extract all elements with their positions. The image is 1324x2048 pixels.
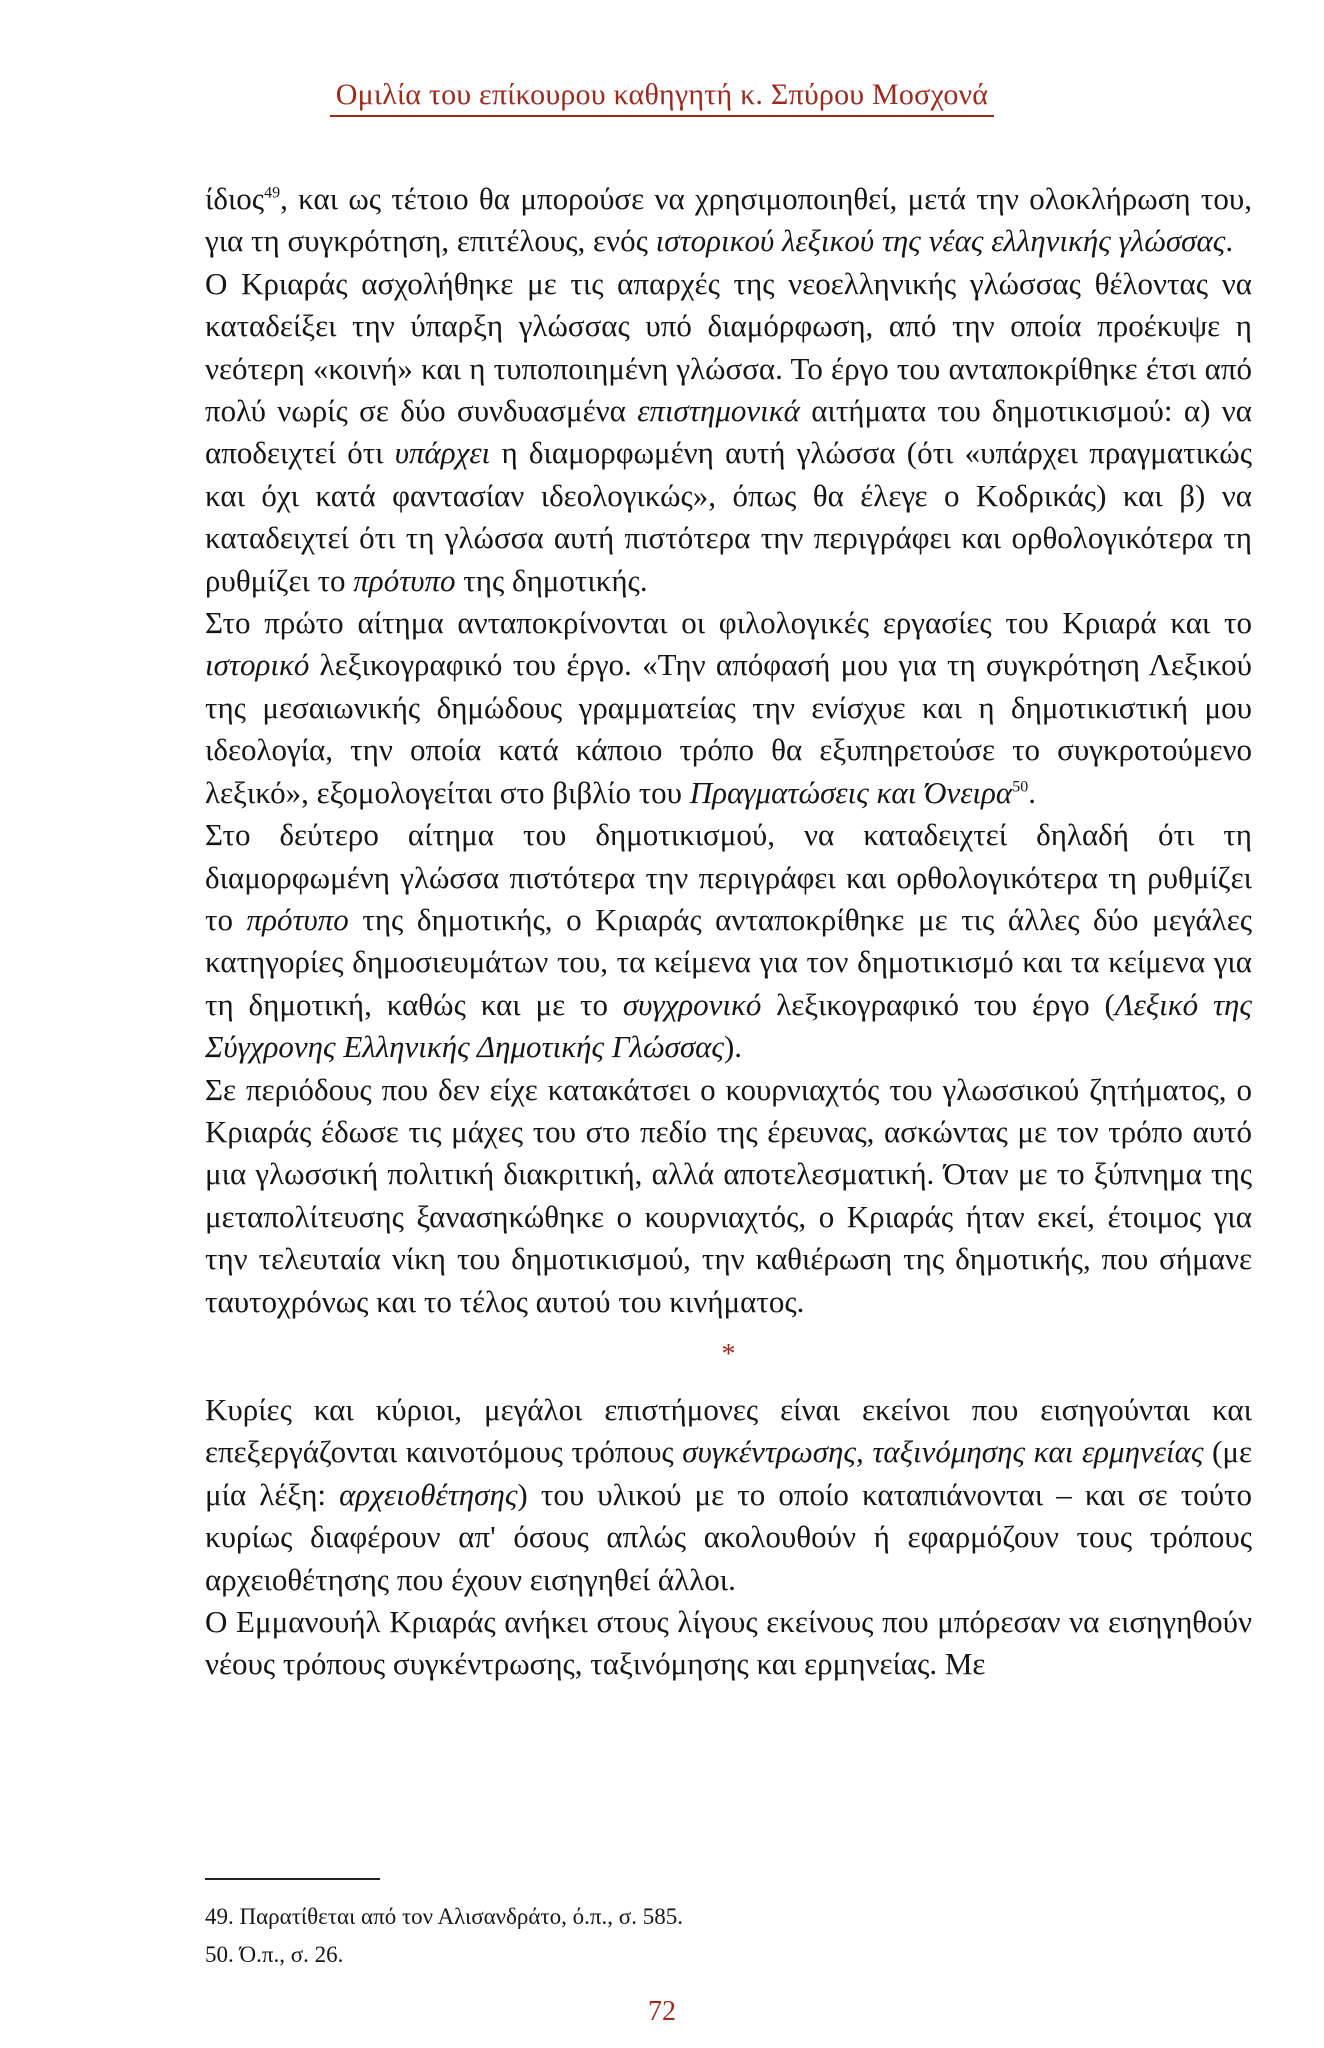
- italic-run: αρχειοθέτησης: [339, 1476, 518, 1512]
- paragraphs-before-separator: [205, 178, 1252, 1323]
- closing-paragraph-2: [205, 1601, 1252, 1686]
- text-run: .: [1028, 774, 1036, 810]
- italic-run: συγχρονικό: [622, 986, 762, 1022]
- text-run: .: [1225, 223, 1234, 259]
- text-run: ίδιος: [205, 181, 265, 216]
- italic-run: συγκέντρωσης, ταξινόμησης και ερμηνείας: [682, 1434, 1204, 1470]
- body-paragraph-5: [205, 1069, 1252, 1323]
- text-run: Κυρίες και κύριοι, μεγάλοι επιστήμονες είναι εκείνοι που εισηγούνται και επεξεργάζονται καινοτόμους τρόπους: [205, 1391, 1252, 1470]
- text-run: ) του υλικού με το οποίο καταπιάνονται – και σε τούτο κυρίως διαφέρουν απ' όσους απλώς ακολουθούν ή εφαρμόζουν τους τρόπους αρχειοθέτησης που έχουν εισηγηθεί άλλοι.: [205, 1476, 1252, 1597]
- text-run: Ο Εμμανουήλ Κριαράς ανήκει στους λίγους εκείνους που μπόρεσαν να εισηγηθούν νέους τρόπους συγκέντρωσης, ταξινόμησης και ερμηνείας. Με: [205, 1604, 1252, 1682]
- text-run: ).: [723, 1029, 743, 1065]
- body-text: [205, 178, 1252, 1686]
- italic-run: Πραγματώσεις και Όνειρα: [689, 774, 1013, 810]
- footnote-ref: 50: [1012, 778, 1029, 796]
- text-run: αιτήματα του δημοτικισμού: α) να αποδειχτεί ότι: [205, 393, 1253, 471]
- italic-run: πρότυπο: [246, 901, 349, 937]
- text-run: λεξικογραφικό του έργο. «Την απόφασή μου για τη συγκρότηση Λεξικού της μεσαιωνικής δημώδους γραμματείας την ενίσχυε και η δημοτικιστική μου ιδεολογία, την οποία κατά κάποιο τρόπο θα εξυπηρετούσε το συγκροτούμενο λεξικό», εξομολογείται στο βιβλίο του: [205, 647, 1252, 810]
- page-number: 72: [648, 1996, 676, 2027]
- text-run: η διαμορφωμένη αυτή γλώσσα (ότι «υπάρχει πραγματικώς και όχι κατά φαντασίαν ιδεολογικώς», όπως θα έλεγε ο Κοδρικάς) και β) να καταδειχτεί ότι τη γλώσσα αυτή πιστότερα την περιγράφει και ορθολογικότερα τη ρυθμίζει το: [205, 435, 1252, 598]
- footnote-ref: 49: [264, 184, 281, 202]
- footnote-rule: [205, 1878, 380, 1880]
- closing-paragraph-1: [205, 1389, 1252, 1601]
- section-separator: *: [721, 1338, 736, 1370]
- italic-run: υπάρχει: [394, 435, 491, 471]
- running-head: [0, 78, 1324, 112]
- italic-run: επιστημονικά: [637, 393, 800, 429]
- text-run: Ο Κριαράς ασχολήθηκε με τις απαρχές της νεοελληνικής γλώσσας θέλοντας να καταδείξει την ύπαρξη γλώσσας υπό διαμόρφωση, από την οποία προέκυψε η νεότερη «κοινή» και η τυποποιημένη γλώσσα. Το έργο του ανταποκρίθηκε έτσι από πολύ νωρίς σε δύο συνδυασμένα: [205, 265, 1252, 429]
- footnotes: [205, 1898, 1252, 1974]
- italic-run: πρότυπο: [353, 562, 456, 598]
- body-paragraph-1: [205, 178, 1252, 263]
- italic-run: Λεξικό της Σύγχρονης Ελληνικής Δημοτικής Γλώσσας: [205, 986, 1253, 1065]
- running-head-text: Ομιλία του επίκουρου καθηγητή κ. Σπύρου Μοσχονά: [330, 78, 994, 117]
- text-run: , και ως τέτοιο θα μπορούσε να χρησιμοποιηθεί, μετά την ολοκλήρωση του, για τη συγκρότηση, επιτέλους, ενός: [205, 181, 1252, 259]
- text-run: (με μία λέξη:: [205, 1434, 1252, 1512]
- paragraphs-after-separator: [205, 1389, 1252, 1686]
- footnote-49: 49. Παρατίθεται από τον Αλισανδράτο, ό.π., σ. 585.: [205, 1904, 683, 1929]
- text-run: Στο πρώτο αίτημα ανταποκρίνονται οι φιλολογικές εργασίες του Κριαρά και το: [205, 605, 1252, 641]
- text-run: λεξικογραφικό του έργο (: [761, 986, 1115, 1022]
- italic-run: ιστορικό: [205, 647, 310, 683]
- text-run: Σε περιόδους που δεν είχε κατακάτσει ο κουρνιαχτός του γλωσσικού ζητήματος, ο Κριαράς έδωσε τις μάχες του στο πεδίο της έρευνας, ασκώντας με τον τρόπο αυτό μια γλωσσική πολιτική διακριτική, αλλά αποτελεσματική. Όταν με το ξύπνημα της μεταπολίτευσης ξανασηκώθηκε ο κουρνιαχτός, ο Κριαράς ήταν εκεί, έτοιμος για την τελευταία νίκη του δημοτικισμού, την καθιέρωση της δημοτικής, που σήμανε ταυτοχρόνως και το τέλος αυτού του κινήματος.: [205, 1071, 1252, 1319]
- body-paragraph-2: [205, 263, 1252, 602]
- text-run: Στο δεύτερο αίτημα του δημοτικισμού, να καταδειχτεί δηλαδή ότι τη διαμορφωμένη γλώσσα πιστότερα την περιγράφει και ορθολογικότερα τη ρυθμίζει το: [205, 817, 1252, 937]
- body-paragraph-4: [205, 814, 1252, 1068]
- text-run: της δημοτικής.: [455, 562, 648, 598]
- text-run: της δημοτικής, ο Κριαράς ανταποκρίθηκε με τις άλλες δύο μεγάλες κατηγορίες δημοσιευμάτων του, τα κείμενα για τον δημοτικισμό και τα κείμενα για τη δημοτική, καθώς και με το: [205, 901, 1252, 1022]
- italic-run: ιστορικού λεξικού της νέας ελληνικής γλώσσας: [655, 223, 1226, 259]
- footnote-50: 50. Ό.π., σ. 26.: [205, 1942, 344, 1967]
- body-paragraph-3: [205, 602, 1252, 814]
